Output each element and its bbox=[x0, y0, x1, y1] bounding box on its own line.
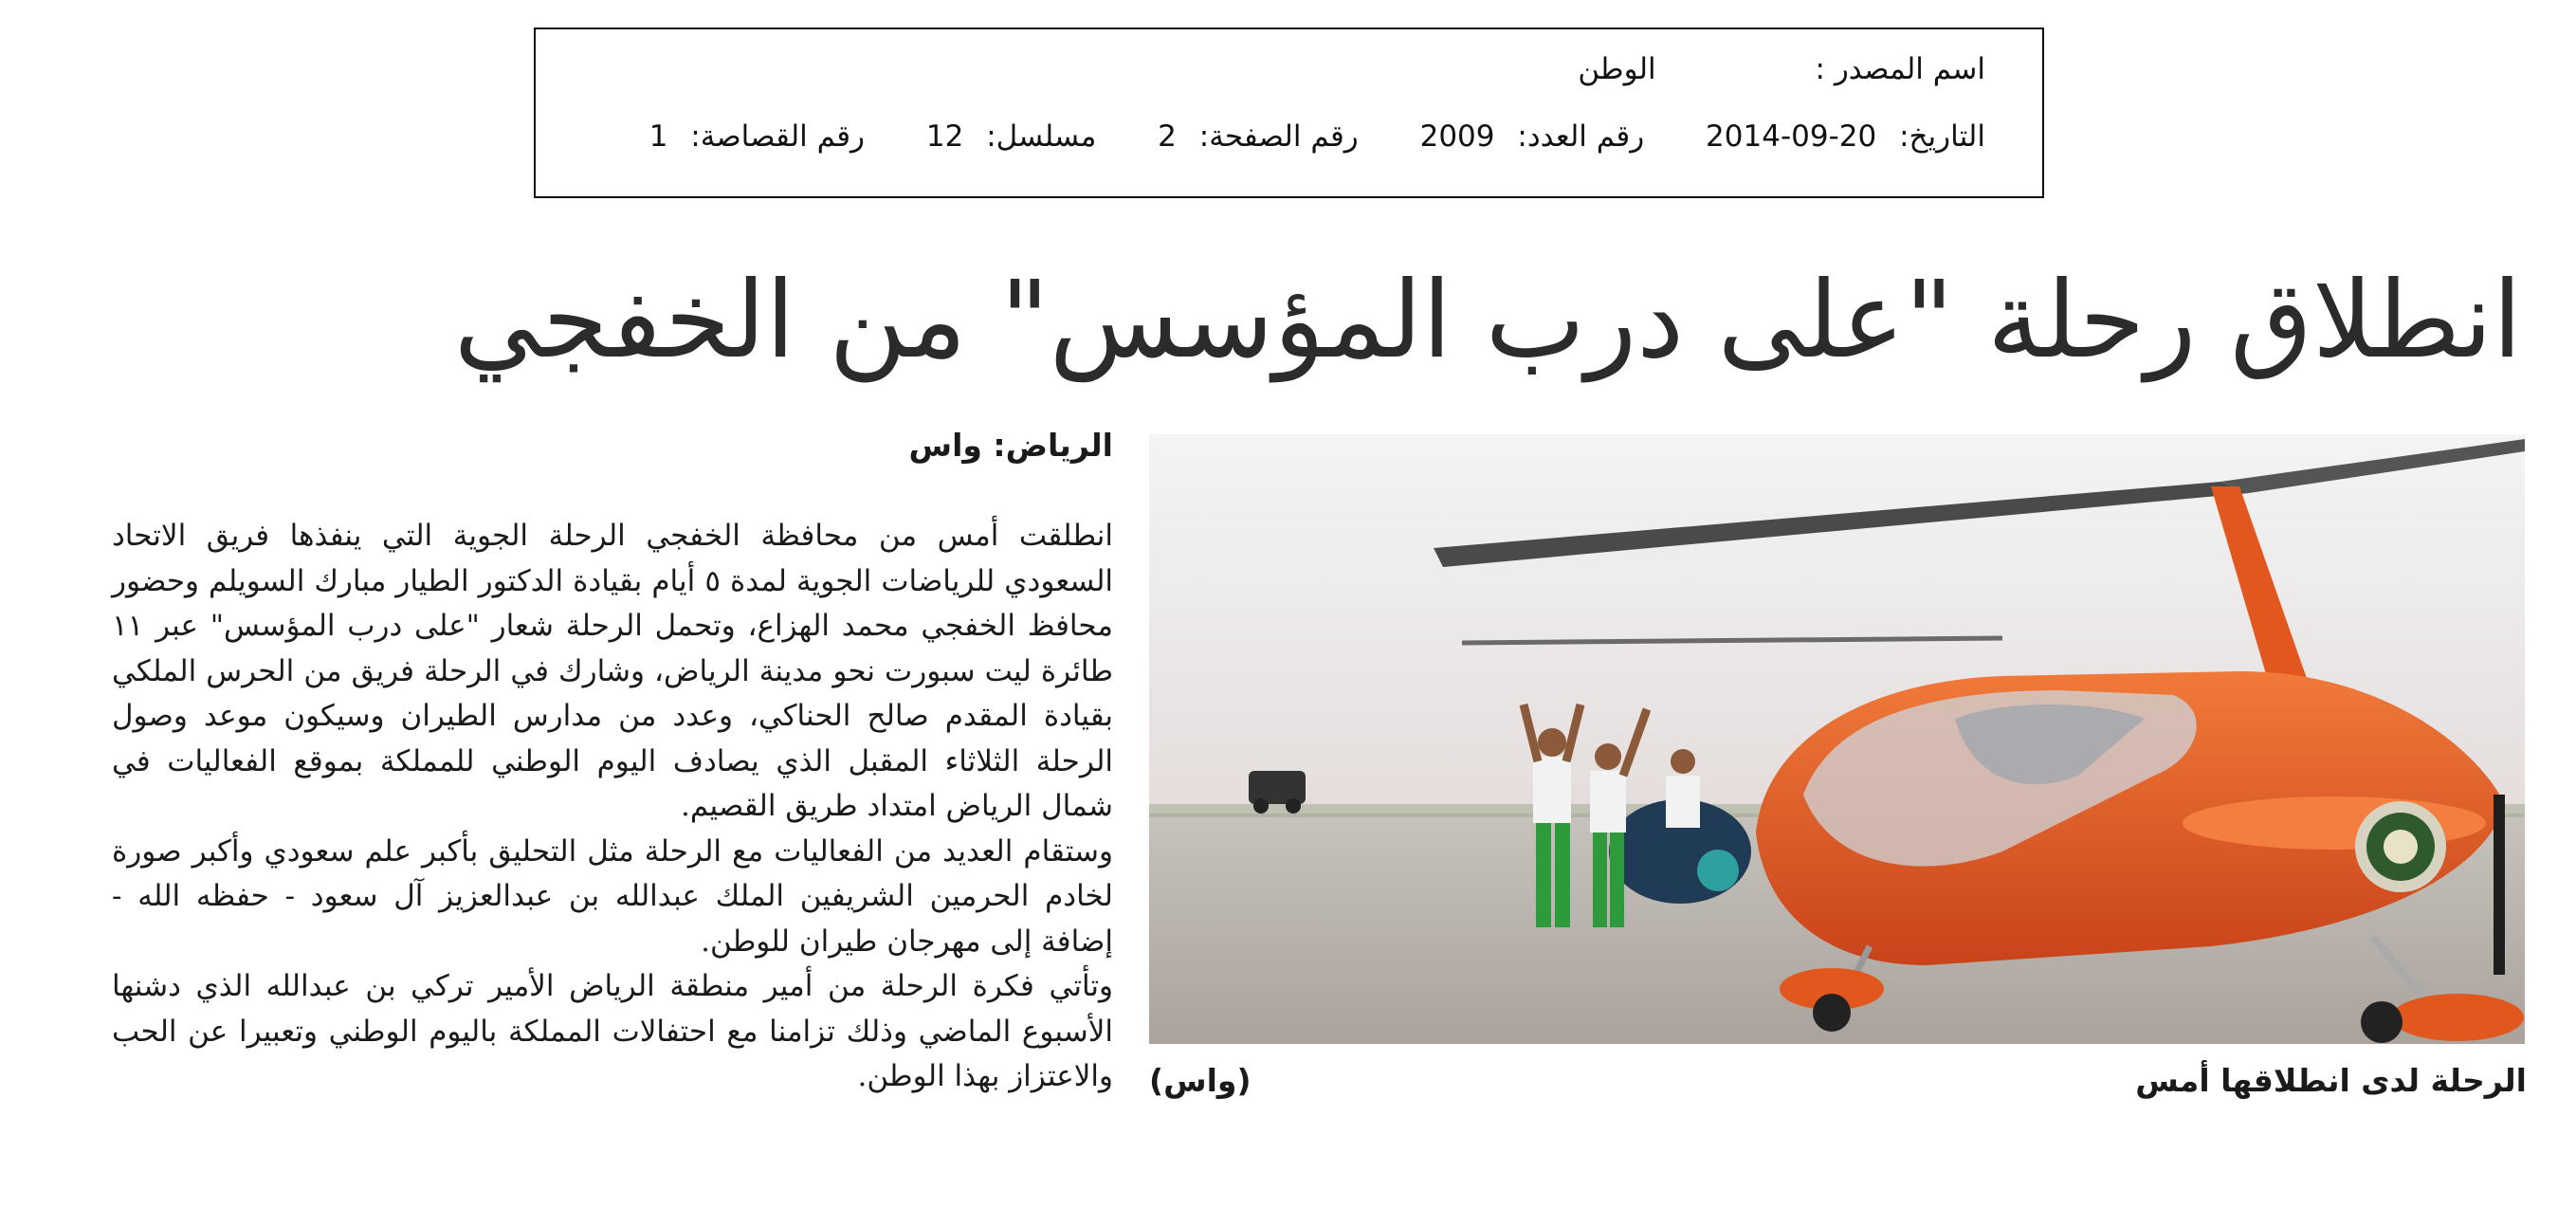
photo-credit: (واس) bbox=[1149, 1062, 1251, 1099]
article-paragraph-1: انطلقت أمس من محافظة الخفجي الرحلة الجوية التي ينفذها فريق الاتحاد السعودي للرياضات الجوية لمدة ٥ أيام بقيادة الدكتور الطيار مبارك السويلم وحضور محافظ الخفجي محمد الهزاع، وتحمل الرحلة شعار "على درب المؤسس" عبر ١١ طائرة ليت سبورت نحو مدينة الرياض، وشارك في الرحلة فريق من الحرس الملكي بقيادة المقدم صالح الحناكي، وعدد من مدارس الطيران وسيكون موعد وصول الرحلة الثلاثاء المقبل الذي يصادف اليوم الوطني للمملكة بموقع الفعاليات في شمال الرياض امتداد طريق القصيم. bbox=[112, 519, 1114, 823]
source-label: اسم المصدر : bbox=[1815, 52, 1985, 86]
serial-label: مسلسل: bbox=[986, 119, 1097, 154]
issue-field bbox=[1420, 119, 1645, 154]
article-body bbox=[112, 514, 1113, 1100]
serial-field bbox=[926, 119, 1096, 154]
clipping-field bbox=[649, 119, 865, 154]
issue-info-line bbox=[597, 119, 1985, 154]
date-value: 2014-09-20 bbox=[1706, 119, 1877, 154]
date-label: التاريخ: bbox=[1899, 119, 1985, 154]
article-paragraph-2: وستقام العديد من الفعاليات مع الرحلة مثل التحليق بأكبر علم سعودي وأكبر صورة لخادم الحرمين الشريفين الملك عبدالله بن عبدالعزيز آل سعود - حفظه الله - إضافة إلى مهرجان طيران للوطن. bbox=[112, 833, 1113, 959]
issue-value: 2009 bbox=[1419, 119, 1495, 154]
article-photo bbox=[1149, 434, 2525, 1044]
article-dateline: الرياض: واس bbox=[908, 427, 1113, 464]
serial-value: 12 bbox=[925, 119, 964, 154]
clipping-value: 1 bbox=[649, 119, 668, 154]
metadata-box bbox=[534, 27, 2044, 198]
article-headline: انطلاق رحلة "على درب المؤسس" من الخفجي bbox=[453, 259, 2522, 382]
page-field bbox=[1158, 119, 1359, 154]
clipping-label: رقم القصاصة: bbox=[690, 119, 866, 154]
date-field bbox=[1706, 119, 1985, 154]
page-value: 2 bbox=[1158, 119, 1177, 154]
source-line bbox=[1578, 52, 1985, 86]
issue-label: رقم العدد: bbox=[1517, 119, 1645, 154]
gyroplane-photo-illustration bbox=[1149, 434, 2525, 1044]
photo-caption: الرحلة لدى انطلاقها أمس bbox=[2135, 1062, 2527, 1099]
source-value: الوطن bbox=[1578, 52, 1656, 86]
article-paragraph-3: وتأتي فكرة الرحلة من أمير منطقة الرياض الأمير تركي بن عبدالله الذي دشنها الأسبوع الماضي وذلك تزامنا مع احتفالات المملكة باليوم الوطني وتعبيرا عن الحب والاعتزاز بهذا الوطن. bbox=[112, 969, 1113, 1093]
page-label: رقم الصفحة: bbox=[1198, 119, 1359, 154]
